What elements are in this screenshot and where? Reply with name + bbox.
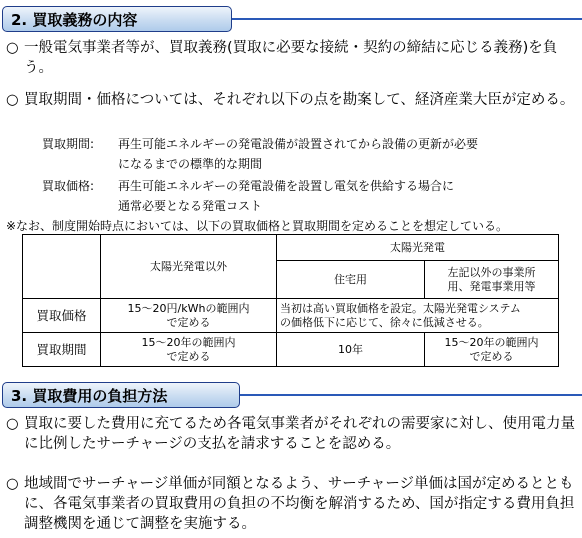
header-residential: 住宅用 [277, 261, 425, 299]
table-row [23, 333, 559, 367]
section3-rule [240, 394, 582, 396]
period-other-line1: 15〜20年の範囲内 [444, 335, 539, 349]
row-label-period: 買取期間 [23, 333, 101, 367]
table-row [23, 235, 559, 261]
section3-bullet-2 [6, 474, 576, 534]
section2-heading-text: 2. 買取義務の内容 [11, 11, 138, 29]
term-period-line1: 再生可能エネルギーの発電設備が設置されてから設備の更新が必要 [118, 137, 479, 151]
section3-bullet-1 [6, 414, 576, 454]
term-price-line2: 通常必要となる発電コスト [118, 199, 263, 213]
header-other-line1: 左記以外の事業所 [447, 265, 536, 279]
price-non-solar-line2: で定める [166, 315, 211, 329]
section2-heading [2, 6, 232, 32]
term-price-line1: 再生可能エネルギーの発電設備を設置し電気を供給する場合に [118, 179, 455, 193]
price-non-solar-line1: 15〜20円/kWhの範囲内 [127, 301, 250, 315]
period-residential: 10年 [277, 333, 425, 367]
section2-note: ※なお、制度開始時点においては、以下の買取価格と買取期間を定めることを想定している。 [6, 219, 509, 233]
section2-bullet-1 [6, 38, 576, 78]
term-period-line2: になるまでの標準的な期間 [118, 157, 263, 171]
period-non-solar [101, 333, 277, 367]
bullet-circle-icon: ○ [6, 92, 19, 108]
table-row [23, 299, 559, 333]
header-non-solar: 太陽光発電以外 [101, 235, 277, 299]
header-other [425, 261, 559, 299]
section2-bullet-2 [6, 90, 576, 110]
section2-bullet-2-text: 買取期間・価格については、それぞれ以下の点を勘案して、経済産業大臣が定める。 [24, 92, 575, 108]
period-non-solar-line2: で定める [166, 349, 211, 363]
section2-rule [232, 18, 582, 20]
bullet-circle-icon: ○ [6, 40, 19, 56]
row-label-price: 買取価格 [23, 299, 101, 333]
period-other [425, 333, 559, 367]
period-non-solar-line1: 15〜20年の範囲内 [141, 335, 236, 349]
term-period-label: 買取期間: [42, 137, 95, 151]
term-price-label: 買取価格: [42, 179, 95, 193]
price-period-table [22, 234, 559, 367]
section3-heading [2, 382, 240, 408]
header-solar: 太陽光発電 [277, 235, 559, 261]
period-other-line2: で定める [469, 349, 514, 363]
price-solar-line1: 当初は高い買取価格を設定。太陽光発電システム [280, 301, 521, 315]
price-solar-line2: の価格低下に応じて、徐々に低減させる。 [280, 315, 489, 329]
price-solar [277, 299, 559, 333]
section3-bullet-1-text: 買取に要した費用に充てるため各電気事業者がそれぞれの需要家に対し、使用電力量に比例したサーチャージの支払を請求することを認める。 [24, 416, 575, 452]
bullet-circle-icon: ○ [6, 416, 19, 432]
header-other-line2: 用、発電事業用等 [447, 279, 536, 293]
section2-bullet-1-text: 一般電気事業者等が、買取義務(買取に必要な接続・契約の締結に応じる義務)を負う。 [24, 40, 558, 76]
table-corner-cell [23, 235, 101, 299]
bullet-circle-icon: ○ [6, 476, 19, 492]
section3-heading-text: 3. 買取費用の負担方法 [11, 387, 168, 405]
price-non-solar [101, 299, 277, 333]
section3-bullet-2-text: 地域間でサーチャージ単価が同額となるよう、サーチャージ単価は国が定めるとともに、各電気事業者の買取費用の負担の不均衡を解消するため、国が指定する費用負担調整機関を通じて調整を実施する。 [24, 476, 575, 532]
